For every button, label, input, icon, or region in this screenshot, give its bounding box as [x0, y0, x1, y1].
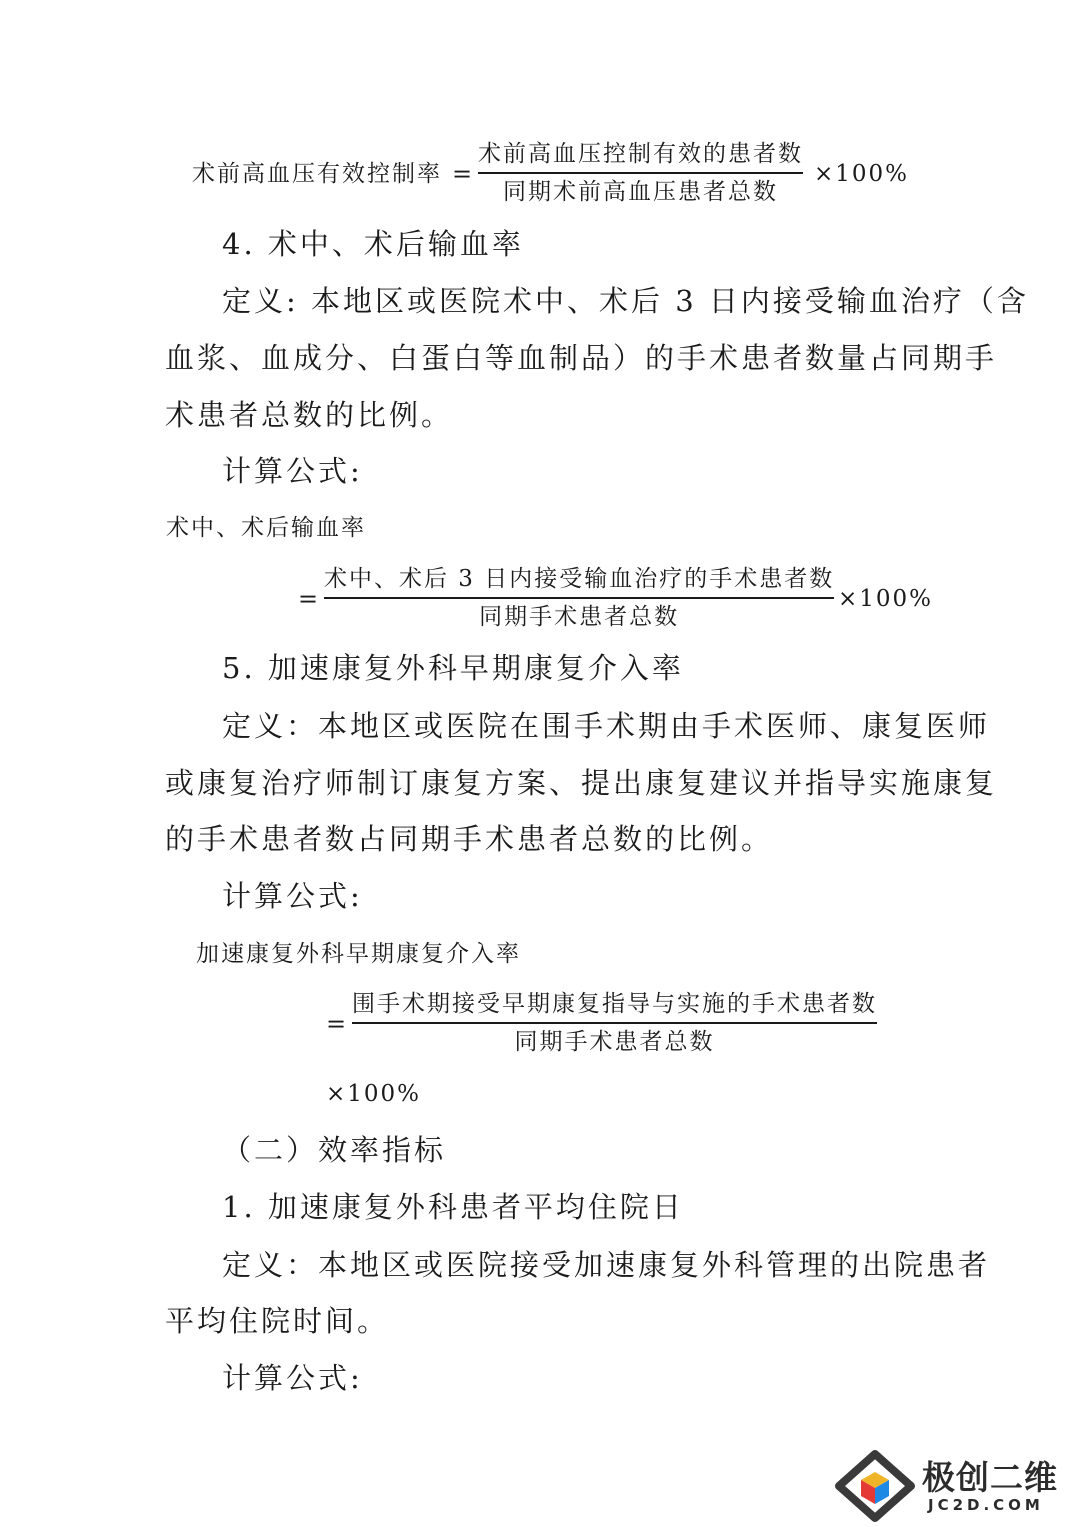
formula1-label: 术前高血压有效控制率	[192, 161, 442, 187]
efficiency-calc-label: 计算公式:	[222, 1361, 363, 1395]
section4-def-line-1: 定义: 本地区或医院术中、术后 3 日内接受输血治疗（含	[222, 284, 1029, 318]
formula3-fraction	[352, 989, 877, 1057]
watermark-domain: JC2D.COM	[928, 1496, 1044, 1514]
section-efficiency-heading: （二）效率指标	[222, 1133, 447, 1167]
formula1-denominator: 同期术前高血压患者总数	[503, 179, 778, 205]
efficiency-def-line-1: 定义：本地区或医院接受加速康复外科管理的出院患者	[222, 1248, 991, 1282]
section5-def-line-2: 或康复治疗师制订康复方案、提出康复建议并指导实施康复	[165, 766, 998, 800]
formula1-fraction-bar	[478, 172, 803, 174]
formula2-numerator: 术中、术后 3 日内接受输血治疗的手术患者数	[324, 566, 835, 592]
section4-def-line-3: 术患者总数的比例。	[165, 398, 454, 432]
formula3-times: ×100%	[326, 1081, 422, 1107]
efficiency-item1-title: 1. 加速康复外科患者平均住院日	[222, 1190, 684, 1224]
formula3-label: 加速康复外科早期康复介入率	[196, 941, 521, 967]
formula2-fraction	[324, 564, 834, 632]
section4-calc-label: 计算公式:	[222, 454, 363, 488]
formula2-label: 术中、术后输血率	[166, 515, 366, 541]
formula3-fraction-bar	[352, 1022, 877, 1024]
formula2-denominator: 同期手术患者总数	[479, 604, 680, 630]
section4-title: 4. 术中、术后输血率	[222, 227, 524, 261]
section4-def-line-2: 血浆、血成分、白蛋白等血制品）的手术患者数量占同期手	[165, 341, 998, 375]
formula2-fraction-bar	[324, 597, 834, 599]
formula3-equals: =	[326, 1010, 347, 1038]
efficiency-def-line-2: 平均住院时间。	[165, 1304, 390, 1338]
formula2-times: ×100%	[838, 586, 934, 612]
watermark-logo	[835, 1450, 1075, 1522]
section5-title: 5. 加速康复外科早期康复介入率	[222, 651, 684, 685]
formula2-equals: =	[298, 585, 319, 613]
formula1-times: ×100%	[814, 161, 910, 187]
watermark-name: 极创二维	[922, 1458, 1058, 1497]
formula1-equals: =	[452, 160, 473, 188]
section5-def-line-1: 定义：本地区或医院在围手术期由手术医师、康复医师	[222, 709, 991, 743]
formula1-fraction	[478, 139, 803, 207]
section5-def-line-3: 的手术患者数占同期手术患者总数的比例。	[165, 822, 774, 856]
formula1-numerator: 术前高血压控制有效的患者数	[478, 141, 803, 167]
section5-calc-label: 计算公式:	[222, 879, 363, 913]
formula3-denominator: 同期手术患者总数	[514, 1029, 715, 1055]
cube-logo-icon	[835, 1450, 915, 1522]
formula3-numerator: 围手术期接受早期康复指导与实施的手术患者数	[352, 991, 877, 1017]
